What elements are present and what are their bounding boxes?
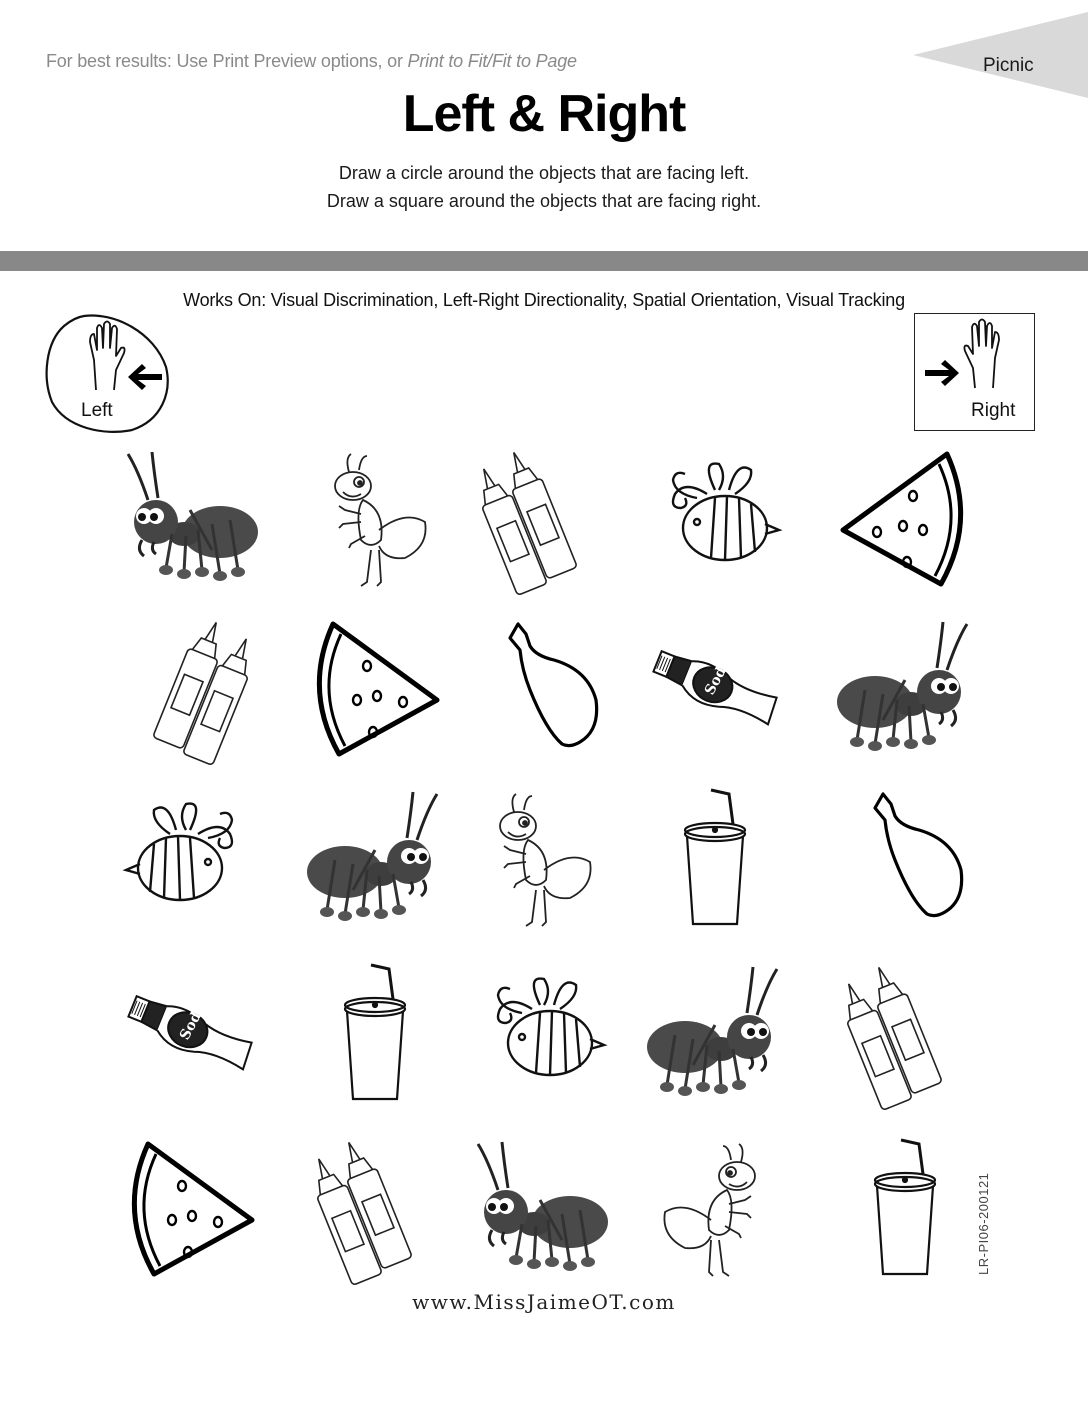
picture-drumstick[interactable] — [830, 785, 980, 935]
condiment-bottles-icon — [470, 450, 610, 590]
category-label: Picnic — [983, 55, 1034, 76]
bee-icon — [470, 965, 610, 1105]
picture-cartoon-ant[interactable] — [640, 1135, 790, 1285]
bee-icon — [120, 790, 260, 930]
picture-ant[interactable] — [300, 785, 450, 935]
page-title: Left & Right — [402, 85, 686, 143]
legend-left-label: Left — [81, 400, 113, 421]
picture-condiment-bottles[interactable] — [830, 960, 980, 1110]
watermelon-slice-icon — [120, 1140, 260, 1280]
picture-cup-with-straw[interactable] — [830, 1135, 980, 1285]
picture-soda-bottle[interactable] — [640, 615, 790, 765]
picture-watermelon-slice[interactable] — [300, 615, 450, 765]
picture-ant[interactable] — [830, 615, 980, 765]
picture-bee[interactable] — [640, 445, 790, 595]
website-url: www.MissJaimeOT.com — [412, 1290, 676, 1314]
watermelon-slice-icon — [305, 620, 445, 760]
print-hint-italic: Print to Fit/Fit to Page — [407, 51, 577, 71]
picture-cartoon-ant[interactable] — [465, 785, 615, 935]
watermelon-slice-icon — [835, 450, 975, 590]
picture-condiment-bottles[interactable] — [465, 445, 615, 595]
picture-bee[interactable] — [115, 785, 265, 935]
ant-icon — [645, 965, 785, 1105]
picture-soda-bottle[interactable] — [115, 960, 265, 1110]
picture-condiment-bottles[interactable] — [115, 615, 265, 765]
picture-watermelon-slice[interactable] — [830, 445, 980, 595]
picture-bee[interactable] — [465, 960, 615, 1110]
condiment-bottles-icon — [835, 965, 975, 1105]
picture-ant[interactable] — [465, 1135, 615, 1285]
cartoon-ant-icon — [470, 790, 610, 930]
picture-drumstick[interactable] — [465, 615, 615, 765]
instruction-left: Draw a circle around the objects that are facing left. — [338, 163, 750, 183]
drumstick-icon — [835, 790, 975, 930]
cup-with-straw-icon — [645, 790, 785, 930]
print-hint-text: For best results: Use Print Preview options, or — [46, 51, 408, 71]
picture-cup-with-straw[interactable] — [640, 785, 790, 935]
picture-watermelon-slice[interactable] — [115, 1135, 265, 1285]
cartoon-ant-icon — [305, 450, 445, 590]
soda-bottle-icon — [645, 620, 785, 760]
bee-icon — [645, 450, 785, 590]
cup-with-straw-icon — [835, 1140, 975, 1280]
soda-bottle-icon — [120, 965, 260, 1105]
picture-ant[interactable] — [640, 960, 790, 1110]
condiment-bottles-icon — [305, 1140, 445, 1280]
condiment-bottles-icon — [120, 620, 260, 760]
picture-cup-with-straw[interactable] — [300, 960, 450, 1110]
instruction-right: Draw a square around the objects that are facing right. — [326, 191, 762, 211]
drumstick-icon — [470, 620, 610, 760]
ant-icon — [470, 1140, 610, 1280]
picture-ant[interactable] — [115, 445, 265, 595]
works-on-text: Works On: Visual Discrimination, Left-Right Directionality, Spatial Orientation, Visual Tracking — [183, 290, 905, 310]
cartoon-ant-icon — [645, 1140, 785, 1280]
legend-right-label: Right — [971, 400, 1016, 421]
ant-icon — [305, 790, 445, 930]
cup-with-straw-icon — [305, 965, 445, 1105]
ant-icon — [835, 620, 975, 760]
picture-condiment-bottles[interactable] — [300, 1135, 450, 1285]
ant-icon — [120, 450, 260, 590]
picture-cartoon-ant[interactable] — [300, 445, 450, 595]
worksheet-code: LR-PI06-200121 — [976, 1172, 991, 1275]
